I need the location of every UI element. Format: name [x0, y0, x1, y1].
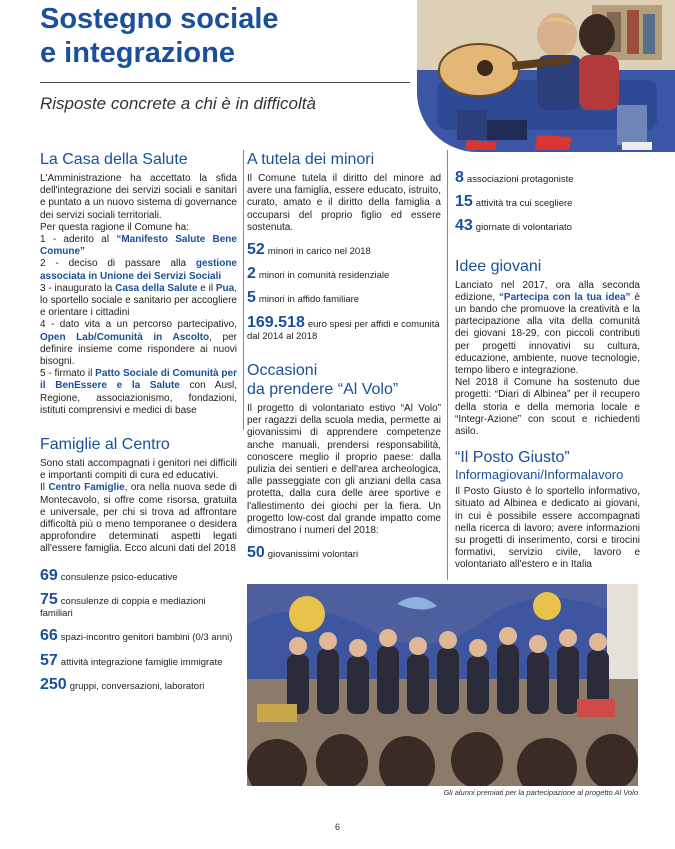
casa-salute-lead: Per questa ragione il Comune ha:: [40, 221, 189, 233]
section-subheading-informagiovani: Informagiovani/Informalavoro: [455, 467, 624, 483]
posto-giusto-body: Il Posto Giusto è lo sportello informativo, situato ad Albinea e dedicato ai giovani, in cui è possibile essere accompagnati nella ricerca di lavoro; avere informazioni su progetti di inserimento, corsi e tirocini formativi, servizio civile, lavoro e volontariato all'estero e in Italia: [455, 486, 640, 571]
stat-integrazione: 57 attività integrazione famiglie immigrate: [40, 651, 223, 669]
column-right: [455, 169, 640, 572]
stat-giornate: 43 giornate di volontariato: [455, 217, 572, 235]
casa-salute-item-3: 3 - inaugurato la Casa della Salute e il Pua, lo sportello sociale e sanitario per accogliere e orientare i cittadini: [40, 282, 237, 319]
stat-minori-affido: 5 minori in affido familiare: [247, 289, 360, 307]
stat-attivita: 15 attività tra cui scegliere: [455, 193, 573, 211]
section-heading-al-volo: Occasioni da prendere “Al Volo”: [247, 362, 399, 399]
section-heading-casa-salute: La Casa della Salute: [40, 151, 188, 168]
stat-consulenze-coppia: 75 consulenze di coppia e mediazioni familiari: [40, 590, 206, 620]
title-divider: [40, 82, 410, 83]
famiglie-intro: Sono stati accompagnati i genitori nei difficili e importanti compiti di cura ed educativi.: [40, 458, 237, 482]
column-divider-2: [447, 150, 448, 580]
column-middle: [247, 150, 441, 561]
idee-giovani-paragraph-1: Lanciato nel 2017, ora alla seconda edizione, “Partecipa con la tua idea” è un bando che promuove la creatività e la partecipazione alla vita della comunità dei giovani 18-29, con piccoli contributi per progetti innovativi su cultura, educazione, ambiente, nuove tecnologie, tempo libero e integrazione.: [455, 279, 640, 377]
column-divider-1: [243, 150, 244, 430]
section-heading-idee-giovani: Idee giovani: [455, 257, 542, 275]
stat-spazi-incontro: 66 spazi-incontro genitori bambini (0/3 anni): [40, 627, 233, 645]
page-title: [40, 2, 279, 70]
casa-salute-item-4: 4 - dato vita a un percorso partecipativo, Open Lab/Comunità in Ascolto, per definire insieme come rispondere ai nuovi bisogni.: [40, 319, 237, 368]
photo-caption: Gli alunni premiati per la partecipazione al progetto Al Volo: [443, 788, 638, 797]
minori-intro: Il Comune tutela il diritto del minore ad avere una famiglia, essere educato, istruito, curato, amato e il diritto della famiglia a occuparsi del proprio figlio ed essere sostenuta.: [247, 173, 441, 233]
stat-volontari: 50 giovanissimi volontari: [247, 544, 359, 562]
stat-minori-carico: 52 minori in carico nel 2018: [247, 241, 371, 259]
students-group-photo: [247, 584, 638, 786]
casa-salute-item-2: 2 - deciso di passare alla gestione associata in Unione dei Servizi Sociali: [40, 258, 237, 282]
page-title-line2: e integrazione: [40, 37, 235, 69]
stat-euro-spesi: 169.518 euro spesi per affidi e comunità dal 2014 al 2018: [247, 313, 440, 342]
page-number: 6: [334, 822, 340, 832]
page-subtitle: Risposte concrete a chi è in difficoltà: [40, 94, 316, 113]
section-heading-minori: A tutela dei minori: [247, 151, 375, 168]
casa-salute-item-1: 1 - aderito al “Manifesto Salute Bene Comune”: [40, 234, 237, 258]
column-left: [40, 150, 237, 693]
page-title-line1: Sostegno sociale: [40, 3, 279, 35]
idee-giovani-paragraph-2: Nel 2018 il Comune ha sostenuto due progetti: “Diari di Albinea” per il recupero della storia e della memoria locale e “Integr-Azione” con scout e richiedenti asilo.: [455, 377, 640, 438]
guitar-photo: [417, 0, 675, 152]
section-heading-posto-giusto: “Il Posto Giusto”: [455, 449, 570, 467]
casa-salute-intro: L'Amministrazione ha accettato la sfida dell'integrazione dei servizi sociali e sanitari e puntato a un nuovo sistema di governance dei servizi sociali territoriali.: [40, 173, 237, 221]
stat-associazioni: 8 associazioni protagoniste: [455, 169, 574, 186]
casa-salute-item-5: 5 - firmato il Patto Sociale di Comunità per il BenEssere e la Salute con Ausl, Regione, associazionismo, fondazioni, istituti comprensivi e medici di base: [40, 368, 238, 416]
stat-gruppi: 250 gruppi, conversazioni, laboratori: [40, 675, 205, 693]
stat-consulenze-psico: 69 consulenze psico-educative: [40, 566, 178, 584]
section-heading-famiglie: Famiglie al Centro: [40, 436, 170, 454]
famiglie-centro-paragraph: Il Centro Famiglie, ora nella nuova sede di Montecavolo, si offre come risorsa, gratuita e universale, per chi si trova ad affrontare difficoltà più o meno temporanee o desidera approfondire determinati aspetti legati all'essere famiglia. Ecco alcuni dati del 2018: [40, 482, 237, 555]
al-volo-body: Il progetto di volontariato estivo “Al Volo” per ragazzi della scuola media, permette ai giovanissimi di apprendere competenze anche manuali, prendersi responsabilità, conoscere meglio il proprio paese: dalla pulizia dei sentieri e dell'area archeologica, alle passeggiate con gli anziani della casa protetta, dalla cura delle aree sportive e l'allestimento dei giochi per la fiera. Un progetto low-cost dal grande impatto come dimostrano i numeri del 2018:: [247, 403, 441, 537]
stat-minori-comunita: 2 minori in comunità residenziale: [247, 265, 390, 283]
